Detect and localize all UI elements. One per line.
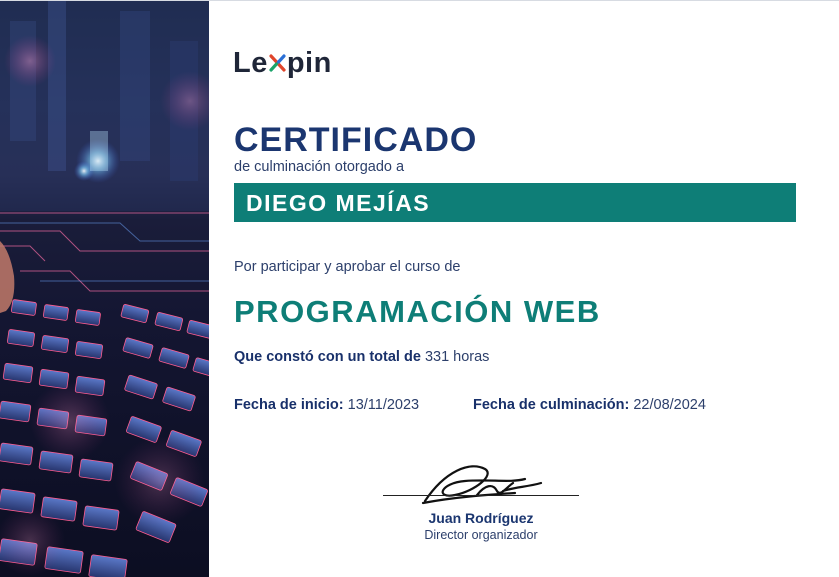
start-date-label: Fecha de inicio: (234, 397, 344, 413)
end-date-label: Fecha de culminación: (473, 397, 630, 413)
end-date-row (473, 397, 706, 413)
certificate-subtitle: de culminación otorgado a (234, 159, 405, 175)
start-date-value: 13/11/2023 (347, 397, 420, 413)
certificate-title: CERTIFICADO (234, 121, 478, 159)
course-name: PROGRAMACIÓN WEB (234, 294, 601, 329)
logo-text-right: pin (286, 47, 332, 79)
signature-line (383, 495, 579, 496)
signatory-name: Juan Rodríguez (428, 510, 534, 526)
x-mark-icon (269, 48, 286, 68)
recipient-name: DIEGO MEJÍAS (246, 190, 431, 216)
hours-value: 331 horas (424, 349, 490, 365)
logo-text-left: Le (233, 47, 268, 79)
lexpin-logo (233, 47, 332, 80)
course-intro: Por participar y aprobar el curso de (234, 259, 461, 275)
keyboard-photo (0, 1, 209, 577)
hours-row (234, 349, 489, 365)
start-date-row (234, 397, 419, 413)
recipient-bar (234, 183, 796, 222)
hours-label: Que constó con un total de (234, 349, 421, 365)
end-date-value: 22/08/2024 (633, 397, 706, 413)
signature-graphic (415, 461, 545, 514)
signatory-role: Director organizador (424, 528, 538, 542)
